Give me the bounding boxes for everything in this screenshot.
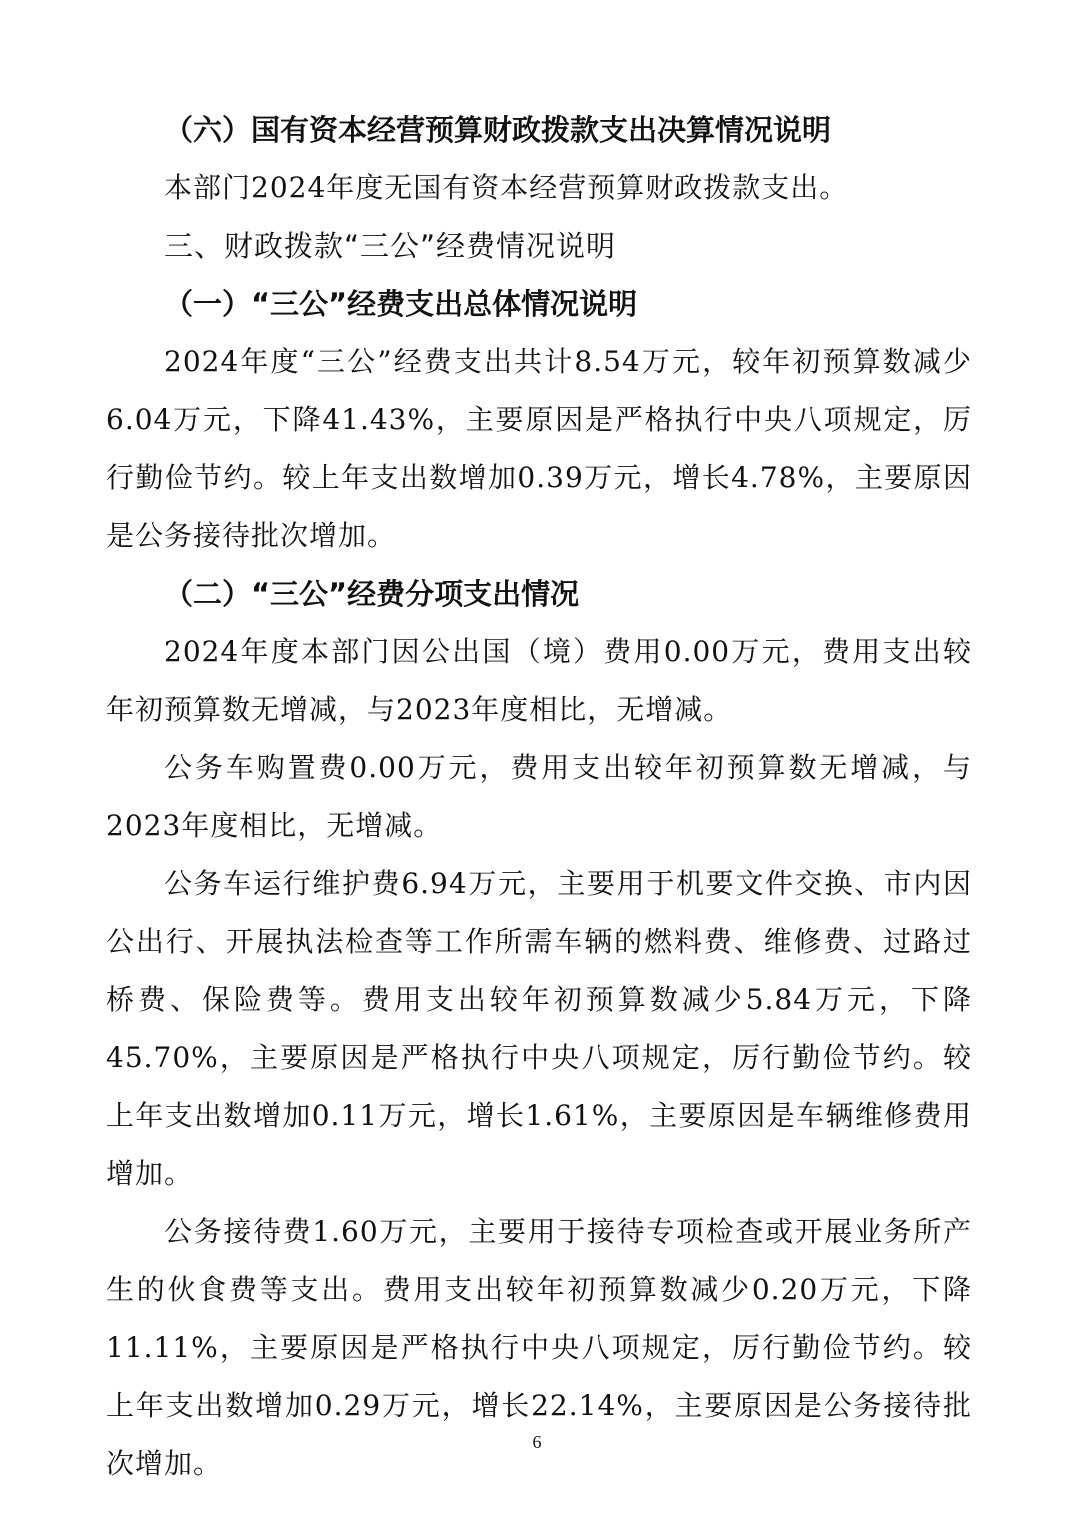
section-heading-state-capital: （六）国有资本经营预算财政拨款支出决算情况说明 (164, 113, 832, 147)
paragraph-overseas-travel: 2024年度本部门因公出国（境）费用0.00万元，费用支出较年初预算数无增减，与2023年度相比，无增减。 (106, 635, 972, 726)
section-heading-itemized: （二）“三公”经费分项支出情况 (164, 577, 580, 611)
paragraph-vehicle-operation: 公务车运行维护费6.94万元，主要用于机要文件交换、市内因公出行、开展执法检查等工作所需车辆的燃料费、维修费、过路过桥费、保险费等。费用支出较年初预算数减少5.84万元，下降45.70%，主要原因是严格执行中央八项规定，厉行勤俭节约。较上年支出数增加0.11万元，增长1.61%，主要原因是车辆维修费用增加。 (106, 867, 972, 1190)
section-heading-overall: （一）“三公”经费支出总体情况说明 (164, 287, 638, 321)
paragraph-overall: 2024年度“三公”经费支出共计8.54万元，较年初预算数减少6.04万元，下降41.43%，主要原因是严格执行中央八项规定，厉行勤俭节约。较上年支出数增加0.39万元，增长4.78%，主要原因是公务接待批次增加。 (106, 345, 972, 552)
paragraph-state-capital: 本部门2024年度无国有资本经营预算财政拨款支出。 (164, 171, 849, 204)
page-number: 6 (532, 1432, 542, 1452)
section-heading-three-public: 三、财政拨款“三公”经费情况说明 (164, 229, 617, 263)
document-body (106, 101, 972, 1493)
paragraph-vehicle-purchase: 公务车购置费0.00万元，费用支出较年初预算数无增减，与2023年度相比，无增减。 (106, 751, 972, 842)
paragraph-reception: 公务接待费1.60万元，主要用于接待专项检查或开展业务所产生的伙食费等支出。费用支出较年初预算数减少0.20万元，下降11.11%，主要原因是严格执行中央八项规定，厉行勤俭节约。较上年支出数增加0.29万元，增长22.14%，主要原因是公务接待批次增加。 (106, 1215, 972, 1480)
